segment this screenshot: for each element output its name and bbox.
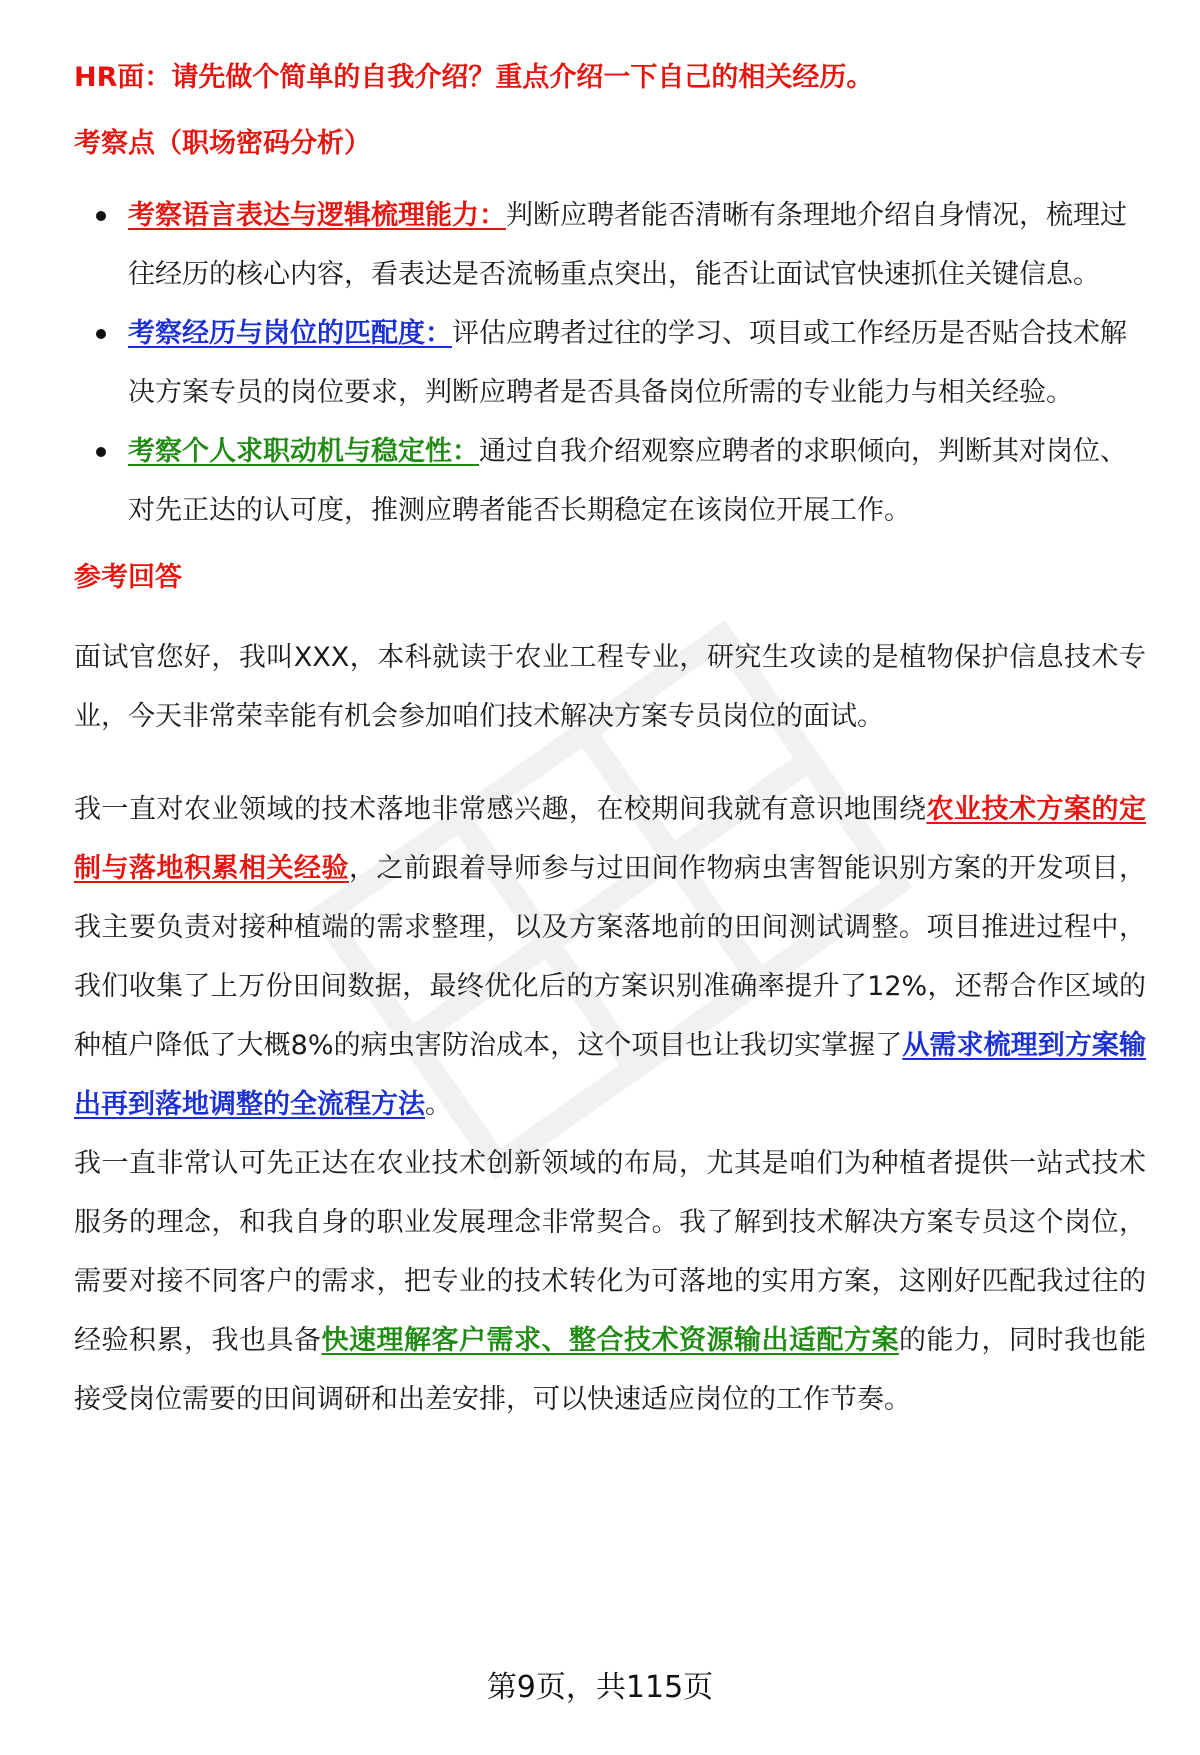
- answer-paragraph-1: 面试官您好，我叫XXX，本科就读于农业工程专业，研究生攻读的是植物保护信息技术专业，今天非常荣幸能有机会参加咱们技术解决方案专员岗位的面试。: [74, 642, 1146, 732]
- assessment-points-list: [74, 186, 1146, 540]
- point-text: 通过自我介绍观察应聘者的求职倾向，判断其对岗位、对先正达的认可度，推测应聘者能否长期稳定在该岗位开展工作。: [128, 436, 1127, 526]
- paragraph-text: 我一直非常认可先正达在农业技术创新领域的布局，尤其是咱们为种植者提供一站式技术服务的理念，和我自身的职业发展理念非常契合。我了解到技术解决方案专员这个岗位，需要对接不同客户的需求，把专业的技术转化为可落地的实用方案，这刚好匹配我过往的经验积累，我也具备: [74, 1148, 1146, 1356]
- point-key: 考察语言表达与逻辑梳理能力：: [128, 200, 506, 231]
- highlight-text: 快速理解客户需求、整合技术资源输出适配方案: [321, 1325, 899, 1356]
- main-content: [74, 58, 1146, 1429]
- page-number: 第9页，共115页: [486, 1670, 714, 1705]
- point-key: 考察经历与岗位的匹配度：: [128, 318, 452, 349]
- paragraph-text: ，之前跟着导师参与过田间作物病虫害智能识别方案的开发项目，我主要负责对接种植端的需求整理，以及方案落地前的田间测试调整。项目推进过程中，我们收集了上万份田间数据，最终优化后的方案识别准确率提升了12%，还帮合作区域的种植户降低了大概8%的病虫害防治成本，这个项目也让我切实掌握了: [74, 853, 1146, 1061]
- point-key: 考察个人求职动机与稳定性：: [128, 436, 479, 467]
- bullet-icon: [96, 211, 106, 221]
- paragraph-text: 的能力，同时我也能接受岗位需要的田间调研和出差安排，可以快速适应岗位的工作节奏。: [74, 1325, 1146, 1415]
- list-item: [74, 304, 1146, 422]
- bullet-icon: [96, 447, 106, 457]
- point-text: 评估应聘者过往的学习、项目或工作经历是否贴合技术解决方案专员的岗位要求，判断应聘者是否具备岗位所需的专业能力与相关经验。: [128, 318, 1127, 408]
- points-heading: 考察点（职场密码分析）: [74, 128, 371, 159]
- point-text: 判断应聘者能否清晰有条理地介绍自身情况，梳理过往经历的核心内容，看表达是否流畅重点突出，能否让面试官快速抓住关键信息。: [128, 200, 1127, 290]
- answer-paragraph-2: [74, 780, 1146, 1134]
- answer-heading: 参考回答: [74, 562, 182, 593]
- list-item: [74, 422, 1146, 540]
- bullet-icon: [96, 329, 106, 339]
- question-heading: HR面：请先做个简单的自我介绍？重点介绍一下自己的相关经历。: [74, 62, 874, 93]
- answer-paragraph-3: [74, 1134, 1146, 1429]
- list-item: [74, 186, 1146, 304]
- highlight-text: 农业技术方案的定制与落地积累相关经验: [74, 794, 1146, 884]
- paragraph-text: 我一直对农业领域的技术落地非常感兴趣，在校期间我就有意识地围绕: [74, 794, 927, 825]
- highlight-text: 从需求梳理到方案输出再到落地调整的全流程方法: [74, 1030, 1146, 1120]
- paragraph-text: 。: [425, 1089, 452, 1120]
